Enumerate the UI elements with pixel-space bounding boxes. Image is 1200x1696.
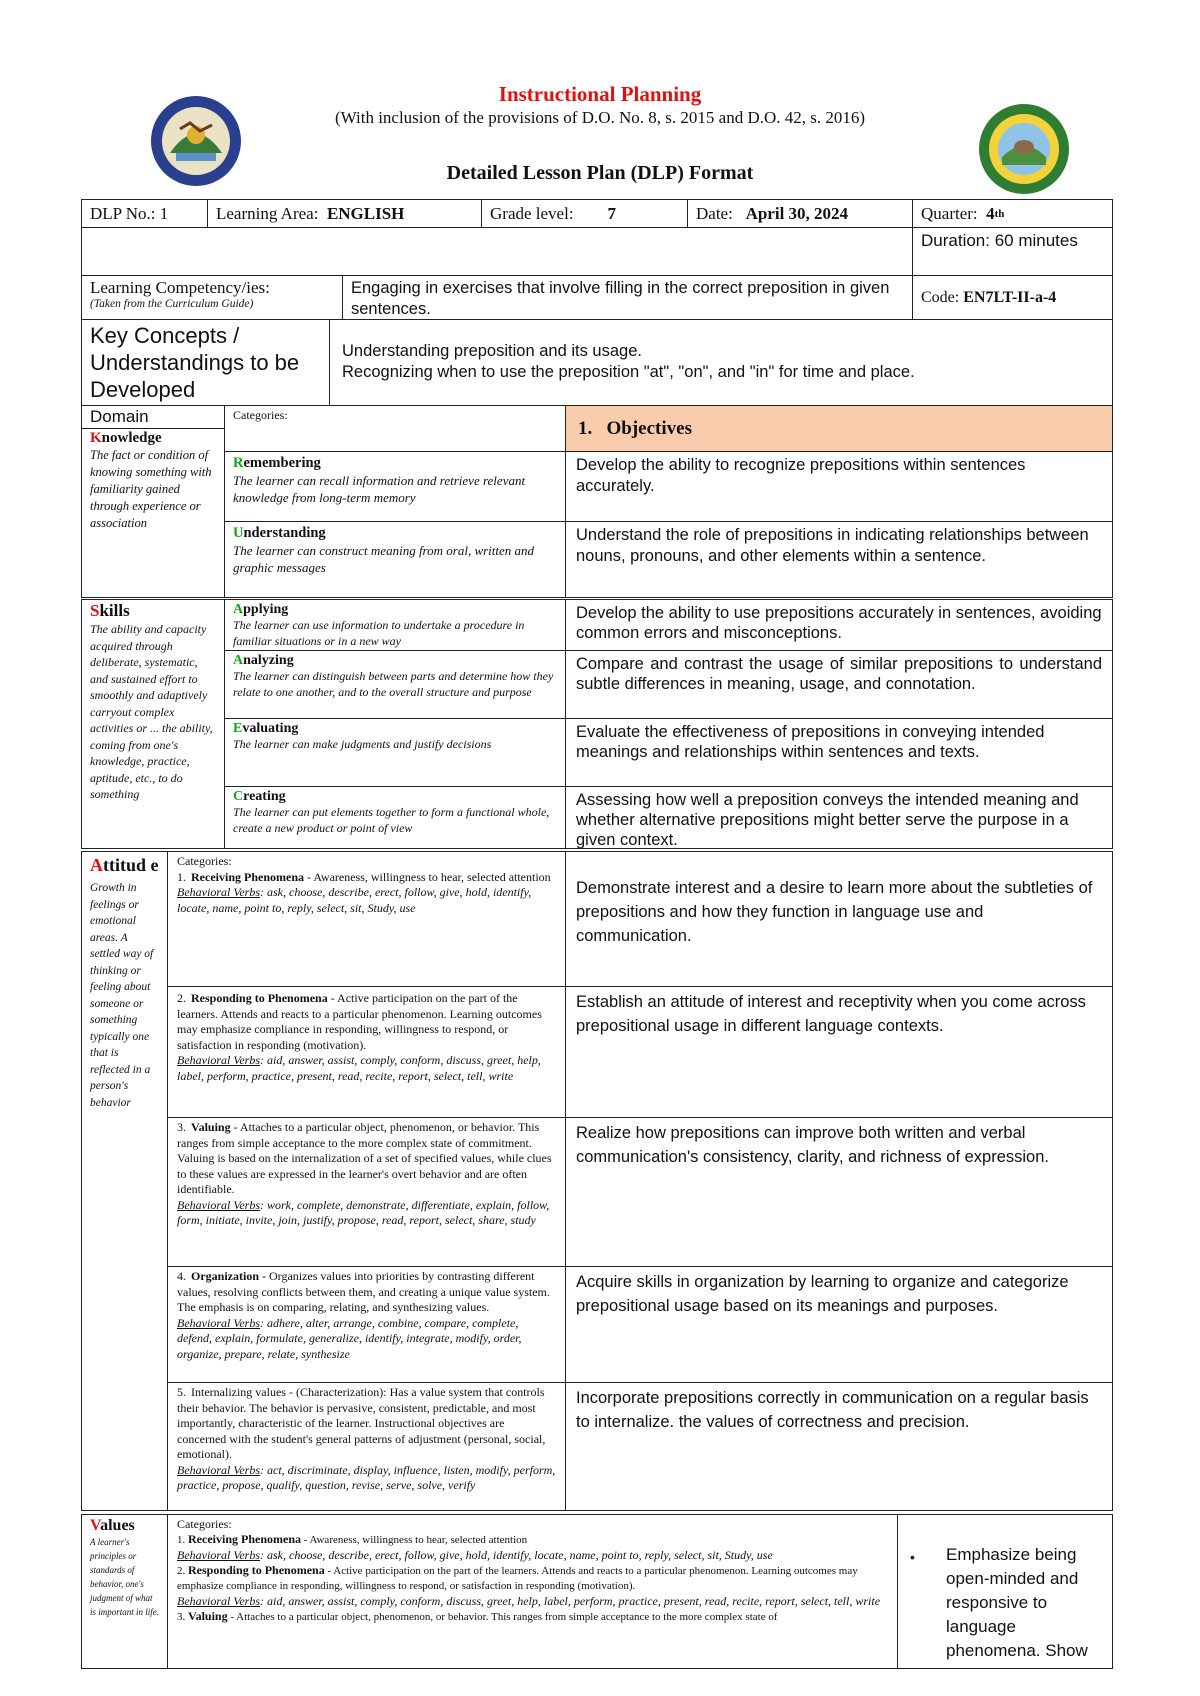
level-rest: nderstanding <box>243 525 326 541</box>
values-categories-label: Categories: <box>177 1517 232 1531</box>
values-objective: Emphasize being open-minded and responsive to language phenomena. Show <box>946 1545 1088 1660</box>
level-first-letter: A <box>233 602 244 617</box>
competency-text: Engaging in exercises that involve filling in the correct preposition in given sentences. <box>351 279 890 318</box>
item-name: Internalizing values <box>191 1385 286 1399</box>
domain-header-cell <box>81 405 225 429</box>
item-text: - Active participation on the part of the learners. Attends and reacts to a particular phenomenon. Learning outcomes may emphasize compliance in responding, willingness to respond, or satisfaction in responding (motivation). <box>177 991 542 1052</box>
item-text: - Organizes values into priorities by contrasting different values, resolving conflicts between them, and creating a unique value system. The emphasis is on comparing, relating, and synthesizing values. <box>177 1269 550 1314</box>
item-number: 1. <box>177 869 186 884</box>
objective-attitude-3: Realize how prepositions can improve both written and verbal communication's consistency, clarity, and richness of expression. <box>565 1117 1113 1267</box>
date-label: Date: <box>696 203 733 223</box>
attitude-first-letter: A <box>90 855 103 875</box>
values-item-1 <box>177 1532 888 1548</box>
item-name: Responding to Phenomena <box>188 1563 325 1577</box>
level-analyzing-cell <box>224 650 566 719</box>
attitude-title <box>90 854 159 876</box>
attitude-domain-cell <box>81 851 168 1511</box>
code-cell <box>912 275 1113 320</box>
level-first-letter: U <box>233 525 244 541</box>
attitude-desc: Growth in feelings or emotional areas. A settled way of thinking or feeling about someone or something typically one that is reflected in a person's behavior <box>90 882 154 1109</box>
objective-applying: Develop the ability to use prepositions accurately in sentences, avoiding common errors and misconceptions. <box>565 599 1113 651</box>
level-creating-desc: The learner can put elements together to form a functional whole, create a new product or point of view <box>233 805 550 835</box>
verbs-label: Behavioral Verbs <box>177 885 260 899</box>
format-title: Detailed Lesson Plan (DLP) Format <box>446 162 754 184</box>
attitude-item-3 <box>177 1120 556 1198</box>
page-subtitle: (With inclusion of the provisions of D.O. No. 8, s. 2015 and D.O. 42, s. 2016) <box>334 108 866 127</box>
grade-level-value: 7 <box>607 203 617 223</box>
verbs-label: Behavioral Verbs <box>177 1462 260 1477</box>
attitude-item-2-cell <box>167 986 566 1118</box>
categories-header: Categories: <box>233 408 288 422</box>
level-remembering-desc: The learner can recall information and retrieve relevant knowledge from long-term memory <box>233 473 526 505</box>
objective-attitude-2: Establish an attitude of interest and receptivity when you come across prepositional usage in different language contexts. <box>565 986 1113 1118</box>
code-value: EN7LT-II-a-4 <box>963 288 1057 306</box>
page-title: Instructional Planning <box>498 82 702 106</box>
date-cell <box>687 199 913 228</box>
level-applying-desc: The learner can use information to undertake a procedure in familiar situations or in a new way <box>233 618 525 648</box>
dlp-number-label: DLP No.: <box>90 203 156 223</box>
duration-text: Duration: 60 minutes <box>921 231 1078 250</box>
item-number: 5. <box>177 1385 186 1399</box>
level-evaluating-name <box>233 721 557 737</box>
attitude-item-4-cell <box>167 1266 566 1383</box>
knowledge-first-letter: K <box>90 430 102 446</box>
knowledge-desc: The fact or condition of knowing something with familiarity gained through experience or association <box>90 448 212 530</box>
key-concepts-label: Key Concepts / Understandings to be Developed <box>90 323 300 402</box>
key-concepts-label-cell <box>81 319 330 406</box>
item-text: - Awareness, willingness to hear, selected attention <box>301 1534 528 1546</box>
objectives-number: 1. <box>578 417 593 439</box>
quarter-value: 4 <box>986 203 995 223</box>
verbs-label: Behavioral Verbs <box>177 1548 260 1562</box>
bullet-icon: • <box>910 1549 915 1565</box>
domain-header: Domain <box>90 407 149 426</box>
attitude-item-4-verbs <box>177 1316 556 1363</box>
date-value: April 30, 2024 <box>745 203 849 223</box>
item-name: Receiving Phenomena <box>191 869 304 884</box>
item-number: 2. <box>177 1565 186 1577</box>
attitude-item-5-verbs <box>177 1463 556 1494</box>
item-name: Responding to Phenomena <box>191 991 328 1005</box>
values-domain-cell <box>81 1514 168 1669</box>
item-name: Organization <box>191 1269 259 1283</box>
attitude-item-3-cell <box>167 1117 566 1267</box>
quarter-suffix: th <box>994 207 1005 220</box>
skills-rest: kills <box>99 601 130 620</box>
verbs-text: : adhere, alter, arrange, combine, compare, complete, defend, explain, formulate, generalize, identify, integrate, modify, order, organize, prepare, relate, synthesize <box>177 1315 522 1361</box>
objective-attitude-4: Acquire skills in organization by learning to organize and categorize prepositional usage based on its meanings and purposes. <box>565 1266 1113 1383</box>
objective-attitude-1: Demonstrate interest and a desire to learn more about the subtleties of prepositions and how they function in language use and communication. <box>565 851 1113 987</box>
values-objective-cell <box>897 1514 1113 1669</box>
values-item-1-verbs <box>177 1548 888 1563</box>
values-first-letter: V <box>90 1517 101 1534</box>
grade-level-cell <box>481 199 688 228</box>
item-name: Receiving Phenomena <box>188 1532 301 1546</box>
level-applying-name <box>233 602 557 618</box>
level-rest: emembering <box>243 455 321 471</box>
duration-cell <box>912 227 1113 276</box>
knowledge-title <box>90 430 216 447</box>
level-first-letter: E <box>233 721 243 736</box>
attitude-item-5-cell <box>167 1382 566 1511</box>
skills-first-letter: S <box>90 601 100 620</box>
level-rest: valuating <box>242 721 299 736</box>
verbs-label: Behavioral Verbs <box>177 1315 260 1330</box>
level-analyzing-name <box>233 653 557 669</box>
level-evaluating-desc: The learner can make judgments and justify decisions <box>233 737 492 751</box>
attitude-item-1-cell <box>167 851 566 987</box>
level-understanding-desc: The learner can construct meaning from oral, written and graphic messages <box>233 543 535 575</box>
item-text: - (Characterization): Has a value system that controls their behavior. The behavior is pervasive, consistent, predictable, and most importantly, characteristic of the learner. Instructional objectives are concerned with the student's general patterns of adjustment (personal, social, emotional). <box>177 1385 546 1461</box>
values-rest: alues <box>100 1517 135 1534</box>
quarter-cell <box>912 199 1113 228</box>
level-understanding-name <box>233 525 557 542</box>
level-first-letter: C <box>233 789 244 804</box>
learning-area-cell <box>207 199 482 228</box>
verbs-text: : work, complete, demonstrate, differentiate, explain, follow, form, initiate, invite, join, justify, propose, read, report, select, share, study <box>177 1197 550 1227</box>
verbs-text: : aid, answer, assist, comply, conform, discuss, greet, help, label, perform, practice, present, read, recite, report, select, tell, write <box>260 1594 881 1608</box>
verbs-text: : act, discriminate, display, influence, listen, modify, perform, practice, propose, qualify, question, revise, serve, solve, verify <box>177 1462 556 1492</box>
attitude-item-4 <box>177 1269 556 1316</box>
item-number: 3. <box>177 1120 186 1134</box>
skills-title <box>90 601 216 621</box>
attitude-item-3-verbs <box>177 1198 556 1229</box>
item-name: Valuing <box>188 1609 228 1623</box>
dlp-number-cell <box>81 199 208 228</box>
item-name: Valuing <box>191 1120 231 1134</box>
competency-note: (Taken from the Curriculum Guide) <box>90 298 254 310</box>
item-number: 2. <box>177 991 186 1005</box>
key-concept-line-2: Recognizing when to use the preposition "at", "on", and "in" for time and place. <box>342 363 915 381</box>
learning-area-label: Learning Area: <box>216 203 319 223</box>
item-text: - Active participation on the part of the learners. Attends and reacts to a particular phenomenon. Learning outcomes may emphasize compliance in responding, willingness to respond, or satisfaction in responding (motivation). <box>177 1565 858 1592</box>
level-understanding-cell <box>224 521 566 598</box>
dlp-number-value: 1 <box>159 203 169 223</box>
values-desc: A learner's principles or standards of behavior, one's judgment of what is important in life. <box>90 1537 160 1617</box>
level-rest: reating <box>243 789 286 804</box>
objective-understanding: Understand the role of prepositions in indicating relationships between nouns, pronouns, and other elements within a sentence. <box>565 521 1113 598</box>
item-number: 4. <box>177 1269 186 1283</box>
knowledge-domain-cell <box>81 428 225 598</box>
objective-analyzing: Compare and contrast the usage of similar prepositions to understand subtle differences in meaning, usage, and connotation. <box>565 650 1113 719</box>
code-label: Code: <box>921 288 960 306</box>
attitude-item-1 <box>177 870 556 886</box>
verbs-text: : aid, answer, assist, comply, conform, discuss, greet, help, label, perform, practice, present, read, recite, report, select, tell, write <box>177 1053 541 1083</box>
attitude-item-1-verbs <box>177 885 556 916</box>
learning-area-value: ENGLISH <box>326 203 405 223</box>
item-text: - Attaches to a particular object, phenomenon, or behavior. This ranges from simple acceptance to the more complex state of <box>227 1611 778 1623</box>
values-title <box>90 1517 159 1535</box>
values-item-3 <box>177 1609 888 1625</box>
item-number: 1. <box>177 1534 186 1546</box>
level-remembering-name <box>233 455 557 472</box>
competency-text-cell <box>342 275 913 320</box>
verbs-text: : ask, choose, describe, erect, follow, give, hold, identify, locate, name, point to, reply, select, sit, Study, use <box>260 1548 773 1562</box>
categories-header-cell <box>224 405 566 452</box>
level-creating-cell <box>224 786 566 849</box>
item-number: 3. <box>177 1611 186 1623</box>
attitude-item-2 <box>177 991 556 1053</box>
objectives-header: Objectives <box>606 417 692 439</box>
competency-label: Learning Competency/ies: <box>90 278 270 297</box>
skills-domain-cell <box>81 599 225 849</box>
objective-creating: Assessing how well a preposition conveys the intended meaning and whether alternative prepositions might better serve the purpose in a given context. <box>565 786 1113 849</box>
values-categories-cell <box>167 1514 898 1669</box>
level-remembering-cell <box>224 451 566 522</box>
quarter-label: Quarter: <box>921 203 978 223</box>
item-text: - Attaches to a particular object, phenomenon, or behavior. This ranges from simple acceptance to the more complex state of commitment. Valuing is based on the internalization of a set of specified values, while clues to these values are expressed in the learner's overt behavior and are often identifiable. <box>177 1120 552 1196</box>
level-analyzing-desc: The learner can distinguish between parts and determine how they relate to one another, and to the overall structure and purpose <box>233 669 554 699</box>
objective-evaluating: Evaluate the effectiveness of prepositions in conveying intended meanings and relationships within sentences and texts. <box>565 718 1113 787</box>
attitude-item-5 <box>177 1385 556 1463</box>
level-evaluating-cell <box>224 718 566 787</box>
blank-cell <box>81 227 913 276</box>
attitude-categories-label: Categories: <box>177 854 232 868</box>
verbs-label: Behavioral Verbs <box>177 1197 260 1212</box>
values-item-2 <box>177 1563 888 1594</box>
values-item-2-verbs <box>177 1594 888 1609</box>
verbs-label: Behavioral Verbs <box>177 1053 260 1067</box>
objective-remembering: Develop the ability to recognize prepositions within sentences accurately. <box>565 451 1113 522</box>
level-creating-name <box>233 789 557 805</box>
competency-label-cell <box>81 275 343 320</box>
grade-level-label: Grade level: <box>490 203 574 223</box>
skills-desc: The ability and capacity acquired through deliberate, systematic, and sustained effort to smoothly and adaptively carryout complex activities or ... the ability, coming from one's knowledge, practice, aptitude, etc., to do something <box>90 622 213 801</box>
level-first-letter: R <box>233 455 244 471</box>
level-rest: nalyzing <box>243 653 294 668</box>
objectives-header-cell <box>565 405 1113 452</box>
objective-attitude-5: Incorporate prepositions correctly in communication on a regular basis to internalize. the values of correctness and precision. <box>565 1382 1113 1511</box>
attitude-rest: ttitud e <box>103 855 159 875</box>
level-first-letter: A <box>233 653 244 668</box>
item-text: - Awareness, willingness to hear, selected attention <box>304 869 551 884</box>
key-concepts-text-cell <box>329 319 1113 406</box>
verbs-label: Behavioral Verbs <box>177 1594 260 1608</box>
key-concept-line-1: Understanding preposition and its usage. <box>342 342 642 360</box>
attitude-item-2-verbs <box>177 1053 556 1084</box>
level-rest: pplying <box>243 602 289 617</box>
level-applying-cell <box>224 599 566 651</box>
knowledge-rest: nowledge <box>101 430 162 446</box>
verbs-text: : ask, choose, describe, erect, follow, give, hold, identify, locate, name, point to, reply, select, sit, Study, use <box>177 885 532 915</box>
